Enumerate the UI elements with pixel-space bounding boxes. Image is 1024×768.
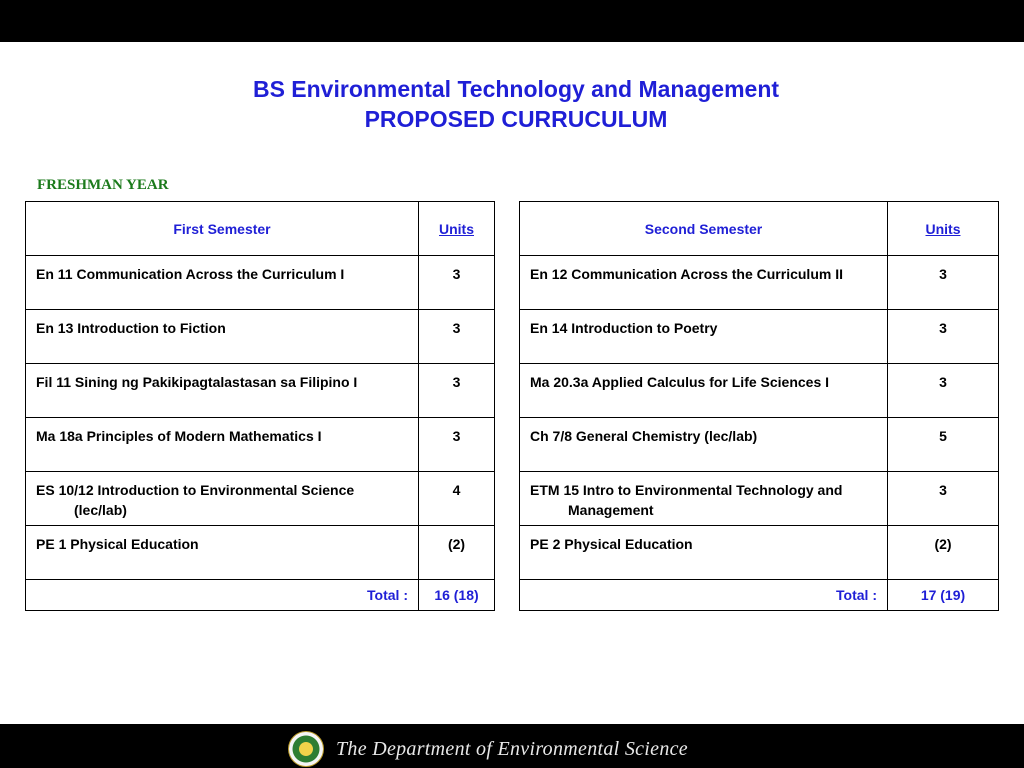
course-name: En 13 Introduction to Fiction <box>26 310 419 364</box>
table-row <box>520 256 999 310</box>
course-name: PE 2 Physical Education <box>520 526 888 580</box>
table-header-row <box>520 202 999 256</box>
course-name: En 11 Communication Across the Curriculum I <box>26 256 419 310</box>
top-bar <box>0 0 1024 42</box>
second-semester-table <box>519 201 999 611</box>
year-label: FRESHMAN YEAR <box>37 177 169 193</box>
total-label: Total : <box>26 580 419 611</box>
course-name: En 12 Communication Across the Curriculum II <box>520 256 888 310</box>
course-units: 3 <box>419 364 495 418</box>
course-units: 3 <box>419 310 495 364</box>
title-line-2: PROPOSED CURRUCULUM <box>364 106 668 132</box>
course-units: 3 <box>888 256 999 310</box>
course-name: ES 10/12 Introduction to Environmental Science <box>36 482 355 498</box>
table-row <box>26 472 495 526</box>
table-row <box>520 418 999 472</box>
table-row <box>26 364 495 418</box>
course-units: 3 <box>419 256 495 310</box>
table-row <box>26 418 495 472</box>
course-name-continuation: (lec/lab) <box>74 502 127 518</box>
table-row <box>520 364 999 418</box>
course-units: 4 <box>419 472 495 526</box>
course-units: 3 <box>888 364 999 418</box>
course-units: 3 <box>888 310 999 364</box>
total-label: Total : <box>520 580 888 611</box>
total-row <box>26 580 495 611</box>
department-name: The Department of Environmental Science <box>336 737 688 760</box>
units-header: Units <box>888 202 999 256</box>
units-header: Units <box>419 202 495 256</box>
course-name-cell <box>26 472 419 526</box>
total-value: 17 (19) <box>888 580 999 611</box>
course-units: 3 <box>888 472 999 526</box>
table-header-row <box>26 202 495 256</box>
first-semester-table <box>25 201 495 611</box>
course-name: PE 1 Physical Education <box>26 526 419 580</box>
table-row <box>26 256 495 310</box>
total-row <box>520 580 999 611</box>
course-units: (2) <box>419 526 495 580</box>
total-value: 16 (18) <box>419 580 495 611</box>
course-name: Ma 20.3a Applied Calculus for Life Sciences I <box>520 364 888 418</box>
page-title <box>0 74 1024 134</box>
course-units: 3 <box>419 418 495 472</box>
course-name: En 14 Introduction to Poetry <box>520 310 888 364</box>
course-name: ETM 15 Intro to Environmental Technology and <box>530 482 843 498</box>
course-name-cell <box>520 472 888 526</box>
table-row <box>26 526 495 580</box>
table-row <box>520 472 999 526</box>
course-name-continuation: Management <box>568 502 654 518</box>
table-row <box>520 526 999 580</box>
university-seal-icon <box>288 731 324 767</box>
second-semester-header: Second Semester <box>520 202 888 256</box>
table-row <box>520 310 999 364</box>
footer <box>288 731 688 767</box>
course-units: (2) <box>888 526 999 580</box>
title-line-1: BS Environmental Technology and Management <box>252 76 780 102</box>
course-units: 5 <box>888 418 999 472</box>
course-name: Ch 7/8 General Chemistry (lec/lab) <box>520 418 888 472</box>
course-name: Ma 18a Principles of Modern Mathematics I <box>26 418 419 472</box>
course-name: Fil 11 Sining ng Pakikipagtalastasan sa Filipino I <box>26 364 419 418</box>
table-row <box>26 310 495 364</box>
first-semester-header: First Semester <box>26 202 419 256</box>
